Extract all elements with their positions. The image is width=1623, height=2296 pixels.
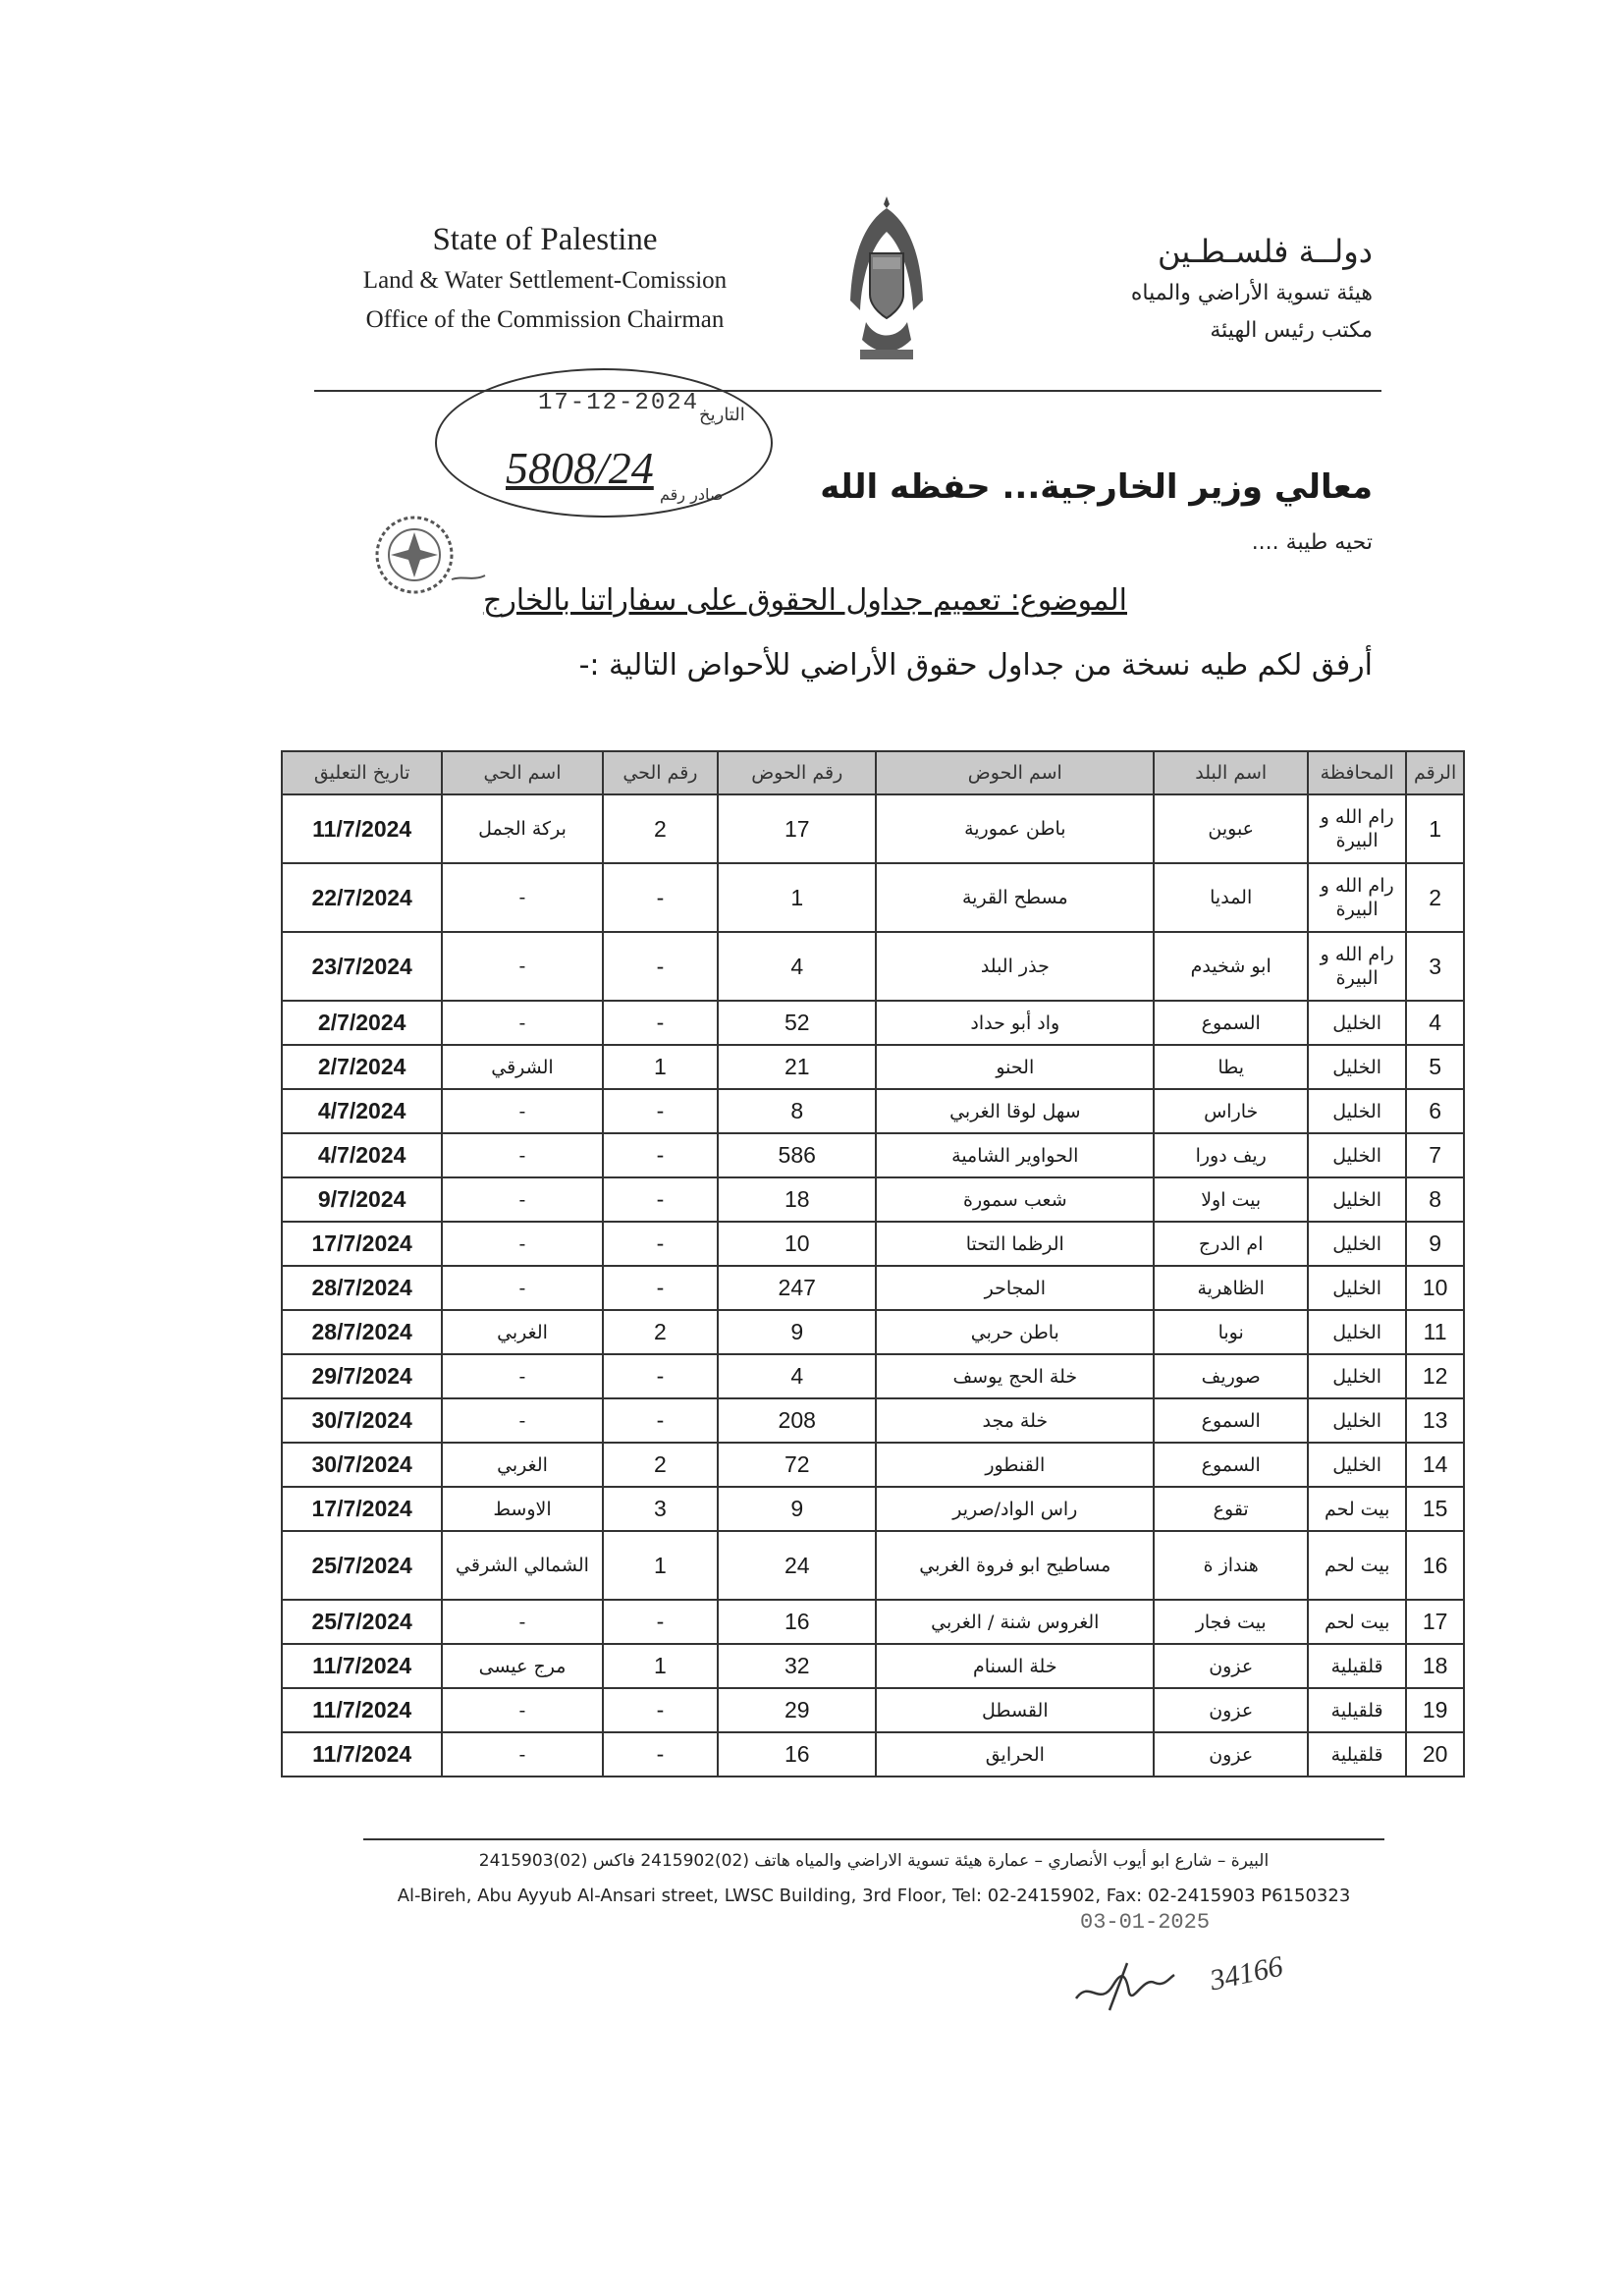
table-cell: 18 [1406,1644,1464,1688]
table-row [282,1688,1464,1732]
table-cell: 1 [603,1644,719,1688]
table-cell: القنطور [876,1443,1154,1487]
table-cell: خلة السنام [876,1644,1154,1688]
table-cell: قلقيلية [1308,1732,1406,1777]
table-cell: - [442,1222,602,1266]
table-cell: باطن عمورية [876,794,1154,863]
table-cell: - [442,932,602,1001]
table-cell: نوبا [1154,1310,1308,1354]
table-cell: بيت لحم [1308,1487,1406,1531]
column-header: رقم الحي [603,751,719,794]
table-cell: - [603,1089,719,1133]
table-cell: 2 [1406,863,1464,932]
table-cell: 2/7/2024 [282,1001,442,1045]
table-cell: 11/7/2024 [282,1688,442,1732]
table-cell: 72 [718,1443,876,1487]
table-cell: 4 [718,932,876,1001]
table-cell: 24 [718,1531,876,1600]
table-cell: 1 [718,863,876,932]
table-cell: - [603,1600,719,1644]
table-cell: مرج عيسى [442,1644,602,1688]
official-seal-icon [363,511,491,599]
table-cell: 11 [1406,1310,1464,1354]
table-cell: - [442,1001,602,1045]
table-cell: الحرايق [876,1732,1154,1777]
table-cell: - [603,1266,719,1310]
english-letterhead [314,218,776,340]
table-cell: 247 [718,1266,876,1310]
table-row [282,1133,1464,1177]
table-cell: 29/7/2024 [282,1354,442,1398]
arabic-state-title: دولــة فلسـطـين [1158,233,1373,270]
table-cell: 2 [603,794,719,863]
table-cell: الخليل [1308,1001,1406,1045]
column-header: اسم الحوض [876,751,1154,794]
table-cell: 1 [1406,794,1464,863]
table-cell: 25/7/2024 [282,1600,442,1644]
table-cell: 52 [718,1001,876,1045]
table-cell: 14 [1406,1443,1464,1487]
handwritten-signature-icon [1070,1949,1178,2018]
table-cell: راس الواد/صرير [876,1487,1154,1531]
table-cell: السموع [1154,1398,1308,1443]
table-cell: بيت اولا [1154,1177,1308,1222]
table-cell: بركة الجمل [442,794,602,863]
table-cell: 4/7/2024 [282,1089,442,1133]
table-cell: الاوسط [442,1487,602,1531]
table-cell: - [603,1732,719,1777]
table-cell: باطن حربي [876,1310,1154,1354]
table-cell: 2 [603,1310,719,1354]
table-cell: 9 [718,1487,876,1531]
table-cell: - [603,1001,719,1045]
table-cell: الحنو [876,1045,1154,1089]
column-header: اسم الحي [442,751,602,794]
table-row [282,1222,1464,1266]
table-row [282,1487,1464,1531]
table-cell: 30/7/2024 [282,1398,442,1443]
stamp-date-label: التاريخ [699,405,745,425]
table-cell: خلة مجد [876,1398,1154,1443]
table-cell: الخليل [1308,1089,1406,1133]
table-cell: قلقيلية [1308,1644,1406,1688]
table-cell: 9 [1406,1222,1464,1266]
footer-address-arabic: البيرة – شارع ابو أيوب الأنصاري – عمارة هيئة تسوية الاراضي والمياه هاتف (02)2415902 فاكس (02)2415903 [478,1851,1270,1871]
table-row [282,1531,1464,1600]
table-cell: 16 [718,1732,876,1777]
table-cell: 28/7/2024 [282,1266,442,1310]
table-cell: عزون [1154,1732,1308,1777]
table-header-row [282,751,1464,794]
table-cell: 28/7/2024 [282,1310,442,1354]
table-row [282,1600,1464,1644]
table-cell: 21 [718,1045,876,1089]
table-cell: الرظما التحتا [876,1222,1154,1266]
table-cell: 7 [1406,1133,1464,1177]
table-cell: 586 [718,1133,876,1177]
table-cell: خلة الحج يوسف [876,1354,1154,1398]
table-cell: - [603,932,719,1001]
table-cell: رام الله و البيرة [1308,863,1406,932]
table-cell: المجاحر [876,1266,1154,1310]
table-cell: السموع [1154,1001,1308,1045]
footer-address-english: Al-Bireh, Abu Ayyub Al-Ansari street, LWSC Building, 3rd Floor, Tel: 02-2415902, Fax: 02-2415903 P6150323 [397,1886,1351,1906]
table-cell: 17/7/2024 [282,1222,442,1266]
table-row [282,1089,1464,1133]
arabic-office-name: مكتب رئيس الهيئة [1210,318,1373,343]
table-row [282,1045,1464,1089]
table-cell: تقوع [1154,1487,1308,1531]
table-cell: خاراس [1154,1089,1308,1133]
table-cell: 17 [718,794,876,863]
arabic-commission-name: هيئة تسوية الأراضي والمياه [1130,281,1373,305]
arabic-letterhead [960,228,1373,350]
table-cell: 16 [1406,1531,1464,1600]
table-cell: سهل لوقا الغربي [876,1089,1154,1133]
table-cell: 2 [603,1443,719,1487]
table-cell: الخليل [1308,1177,1406,1222]
table-cell: الحواوير الشامية [876,1133,1154,1177]
letter-greeting: تحيه طيبة .... [1251,530,1373,555]
table-cell: 1 [603,1045,719,1089]
table-cell: 13 [1406,1398,1464,1443]
table-cell: 4/7/2024 [282,1133,442,1177]
table-cell: - [442,1133,602,1177]
table-cell: 30/7/2024 [282,1443,442,1487]
table-row [282,1177,1464,1222]
table-cell: هنداز ة [1154,1531,1308,1600]
table-cell: الخليل [1308,1310,1406,1354]
table-cell: 15 [1406,1487,1464,1531]
table-row [282,1443,1464,1487]
table-cell: - [442,1266,602,1310]
table-cell: الخليل [1308,1398,1406,1443]
table-row [282,794,1464,863]
stamp-date: 17-12-2024 [538,390,700,416]
table-row [282,1644,1464,1688]
table-cell: 2/7/2024 [282,1045,442,1089]
stamp-number-label: صادر رقم [660,485,724,504]
table-cell: - [442,1089,602,1133]
table-row [282,863,1464,932]
english-state-title: State of Palestine [432,222,658,257]
table-cell: - [442,1600,602,1644]
table-cell: 17 [1406,1600,1464,1644]
table-cell: 11/7/2024 [282,794,442,863]
table-cell: - [603,1133,719,1177]
table-cell: ام الدرج [1154,1222,1308,1266]
table-cell: - [603,1354,719,1398]
table-cell: قلقيلية [1308,1688,1406,1732]
table-cell: 18 [718,1177,876,1222]
table-row [282,1001,1464,1045]
table-row [282,1310,1464,1354]
table-cell: 12 [1406,1354,1464,1398]
table-cell: الخليل [1308,1045,1406,1089]
table-cell: 6 [1406,1089,1464,1133]
land-rights-table [281,750,1465,1777]
table-cell: - [603,863,719,932]
table-cell: 9/7/2024 [282,1177,442,1222]
table-cell: 20 [1406,1732,1464,1777]
table-cell: عزون [1154,1688,1308,1732]
table-cell: 3 [1406,932,1464,1001]
table-cell: 3 [603,1487,719,1531]
table-cell: - [442,1688,602,1732]
table-row [282,1732,1464,1777]
table-cell: 4 [718,1354,876,1398]
table-cell: - [442,1732,602,1777]
table-cell: واد أبو حداد [876,1001,1154,1045]
table-cell: ريف دورا [1154,1133,1308,1177]
table-cell: - [603,1222,719,1266]
table-cell: 11/7/2024 [282,1644,442,1688]
table-row [282,932,1464,1001]
table-cell: الشمالي الشرقي [442,1531,602,1600]
table-cell: السموع [1154,1443,1308,1487]
table-cell: 29 [718,1688,876,1732]
table-cell: - [603,1177,719,1222]
received-date-stamp: 03-01-2025 [1080,1910,1211,1935]
table-cell: مسطح القرية [876,863,1154,932]
table-cell: 23/7/2024 [282,932,442,1001]
table-cell: الشرقي [442,1045,602,1089]
table-cell: الخليل [1308,1266,1406,1310]
table-cell: شعب سمورة [876,1177,1154,1222]
table-cell: الغربي [442,1310,602,1354]
table-cell: عزون [1154,1644,1308,1688]
table-cell: الظاهرية [1154,1266,1308,1310]
table-cell: - [442,1354,602,1398]
table-cell: - [603,1688,719,1732]
column-header: اسم البلد [1154,751,1308,794]
table-cell: 16 [718,1600,876,1644]
table-cell: - [442,863,602,932]
table-cell: بيت لحم [1308,1531,1406,1600]
table-cell: - [603,1398,719,1443]
table-row [282,1266,1464,1310]
table-row [282,1354,1464,1398]
english-office-name: Office of the Commission Chairman [365,306,725,333]
table-cell: بيت فجار [1154,1600,1308,1644]
table-cell: رام الله و البيرة [1308,794,1406,863]
table-cell: 8 [1406,1177,1464,1222]
column-header: الرقم [1406,751,1464,794]
table-cell: 25/7/2024 [282,1531,442,1600]
table-cell: يطا [1154,1045,1308,1089]
table-cell: صوريف [1154,1354,1308,1398]
table-cell: 32 [718,1644,876,1688]
column-header: تاريخ التعليق [282,751,442,794]
table-cell: القسطل [876,1688,1154,1732]
table-cell: مساطيح ابو فروة الغربي [876,1531,1154,1600]
table-cell: 4 [1406,1001,1464,1045]
stamp-number: 5808/24 [506,443,654,493]
letter-subject: الموضوع: تعميم جداول الحقوق على سفاراتنا بالخارج [482,583,1127,618]
column-header: رقم الحوض [718,751,876,794]
table-cell: المديا [1154,863,1308,932]
eagle-emblem-icon [846,192,927,367]
table-cell: - [442,1177,602,1222]
table-cell: ابو شخيدم [1154,932,1308,1001]
table-cell: 10 [1406,1266,1464,1310]
table-cell: الخليل [1308,1443,1406,1487]
header-divider [314,390,1381,392]
table-cell: 22/7/2024 [282,863,442,932]
table-cell: عبوين [1154,794,1308,863]
table-cell: جذر البلد [876,932,1154,1001]
english-commission-name: Land & Water Settlement-Comission [362,267,728,294]
table-cell: 8 [718,1089,876,1133]
table-row [282,1398,1464,1443]
table-cell: رام الله و البيرة [1308,932,1406,1001]
table-cell: - [442,1398,602,1443]
letter-addressee: معالي وزير الخارجية... حفظه الله [820,467,1373,507]
table-cell: الخليل [1308,1133,1406,1177]
table-cell: 208 [718,1398,876,1443]
table-cell: 10 [718,1222,876,1266]
table-cell: 1 [603,1531,719,1600]
column-header: المحافظة [1308,751,1406,794]
table-cell: 11/7/2024 [282,1732,442,1777]
table-cell: بيت لحم [1308,1600,1406,1644]
table-cell: 5 [1406,1045,1464,1089]
table-cell: 17/7/2024 [282,1487,442,1531]
table-cell: الخليل [1308,1222,1406,1266]
table-cell: الخليل [1308,1354,1406,1398]
table-cell: الغروس شنة / الغربي [876,1600,1154,1644]
letter-intro: أرفق لكم طيه نسخة من جداول حقوق الأراضي للأحواض التالية :- [578,648,1373,683]
table-cell: 19 [1406,1688,1464,1732]
table-cell: الغربي [442,1443,602,1487]
table-cell: 9 [718,1310,876,1354]
footer-divider [363,1838,1384,1840]
handwritten-number: 34166 [1207,1949,1286,1997]
